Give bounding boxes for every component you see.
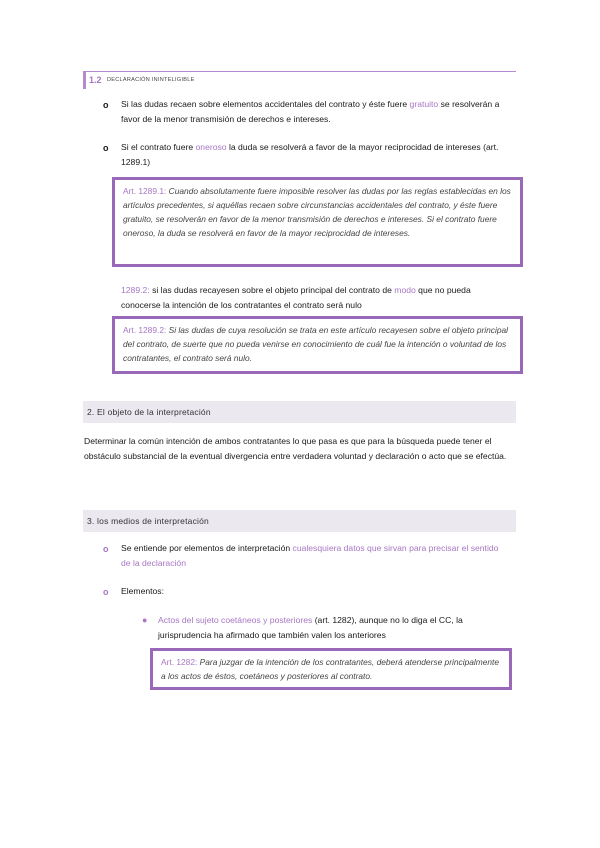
article-ref: Art. 1289.1:: [123, 186, 167, 196]
article-quote-1289-1: [112, 177, 523, 267]
section-title: 3. los medios de interpretación: [87, 516, 209, 526]
article-text: Cuando absolutamente fuere imposible resolver las dudas por las reglas establecidas en los artículos precedentes, si aquéllas recaen sobre circunstancias accidentales del contrato, y éste fuere gratuito, se resolverán en favor de la menor transmisión de derechos e intereses. Si el contrato fuere oneroso, la duda se resolverá en favor de la mayor reciprocidad de intereses.: [123, 186, 511, 238]
article-quote-1282: [150, 648, 512, 690]
highlight-definition: cualesquiera datos que sirvan para precisar el sentido de la declaración: [121, 543, 499, 568]
article-text: Para juzgar de la intención de los contratantes, deberá atenderse principalmente a los actos de éstos, coetáneos y posteriores al contrato.: [161, 657, 500, 681]
article-ref: Art. 1289.2:: [123, 325, 167, 335]
section-number: 1.2: [89, 75, 102, 85]
section-title: 2. El objeto de la interpretación: [87, 407, 211, 417]
highlight-actos: Actos del sujeto coetáneos y posteriores: [158, 615, 313, 625]
highlight-gratuito: gratuito: [409, 99, 439, 109]
bullet-marker: o: [103, 143, 109, 153]
section-3-header: [83, 510, 516, 532]
bullet-text: Elementos:: [121, 586, 164, 596]
article-ref: Art. 1282:: [161, 657, 198, 667]
article-quote-1289-2: [112, 316, 523, 374]
section-2-header: [83, 401, 516, 423]
subbullet-text: (art. 1282), aunque no lo diga el CC, la jurisprudencia ha afirmado que también valen los anteriores: [158, 615, 463, 640]
highlight-oneroso: oneroso: [195, 142, 227, 152]
bullet-marker: o: [103, 544, 109, 554]
section-title: DECLARACIÓN ININTELIGIBLE: [107, 77, 195, 83]
article-text: Si las dudas de cuya resolución se trata en este artículo recayesen sobre el objeto principal del contrato, de suerte que no pueda venirse en conocimiento de cuál fue la intención o voluntad de los contratantes, el contrato será nulo.: [123, 325, 509, 363]
bullet-item-elementos: [121, 584, 506, 599]
bullet-text: la duda se resolverá a favor de la mayor reciprocidad de intereses (art. 1289.1): [121, 142, 499, 167]
bullet-item-elementos-def: [121, 541, 506, 571]
article-ref: 1289.2:: [121, 285, 150, 295]
section-1-2-header: [83, 71, 516, 89]
highlight-modo: modo: [394, 285, 416, 295]
paragraph-1289-2: [121, 283, 506, 313]
paragraph-objeto: Determinar la común intención de ambos contratantes lo que pasa es que para la búsqueda puede tener el obstáculo substancial de la eventual divergencia entre verdadera voluntad y declaración o acto que se efectúa.: [84, 436, 507, 461]
bullet-text: Si las dudas recaen sobre elementos accidentales del contrato y éste fuere: [121, 99, 410, 109]
bullet-text: Si el contrato fuere: [121, 142, 196, 152]
bullet-item-gratuito: [121, 97, 506, 127]
paragraph-text: que no pueda conocerse la intención de los contratantes el contrato será nulo: [121, 285, 471, 310]
paragraph-text: si las dudas recayesen sobre el objeto principal del contrato de: [149, 285, 395, 295]
subbullet-item-actos: [158, 613, 513, 643]
bullet-text: se resolverán a favor de la menor transmisión de derechos e intereses.: [121, 99, 500, 124]
bullet-marker: o: [103, 587, 109, 597]
bullet-text: Se entiende por elementos de interpretación: [121, 543, 293, 553]
subbullet-marker: ●: [142, 615, 148, 625]
bullet-item-oneroso: [121, 140, 511, 170]
bullet-marker: o: [103, 100, 109, 110]
